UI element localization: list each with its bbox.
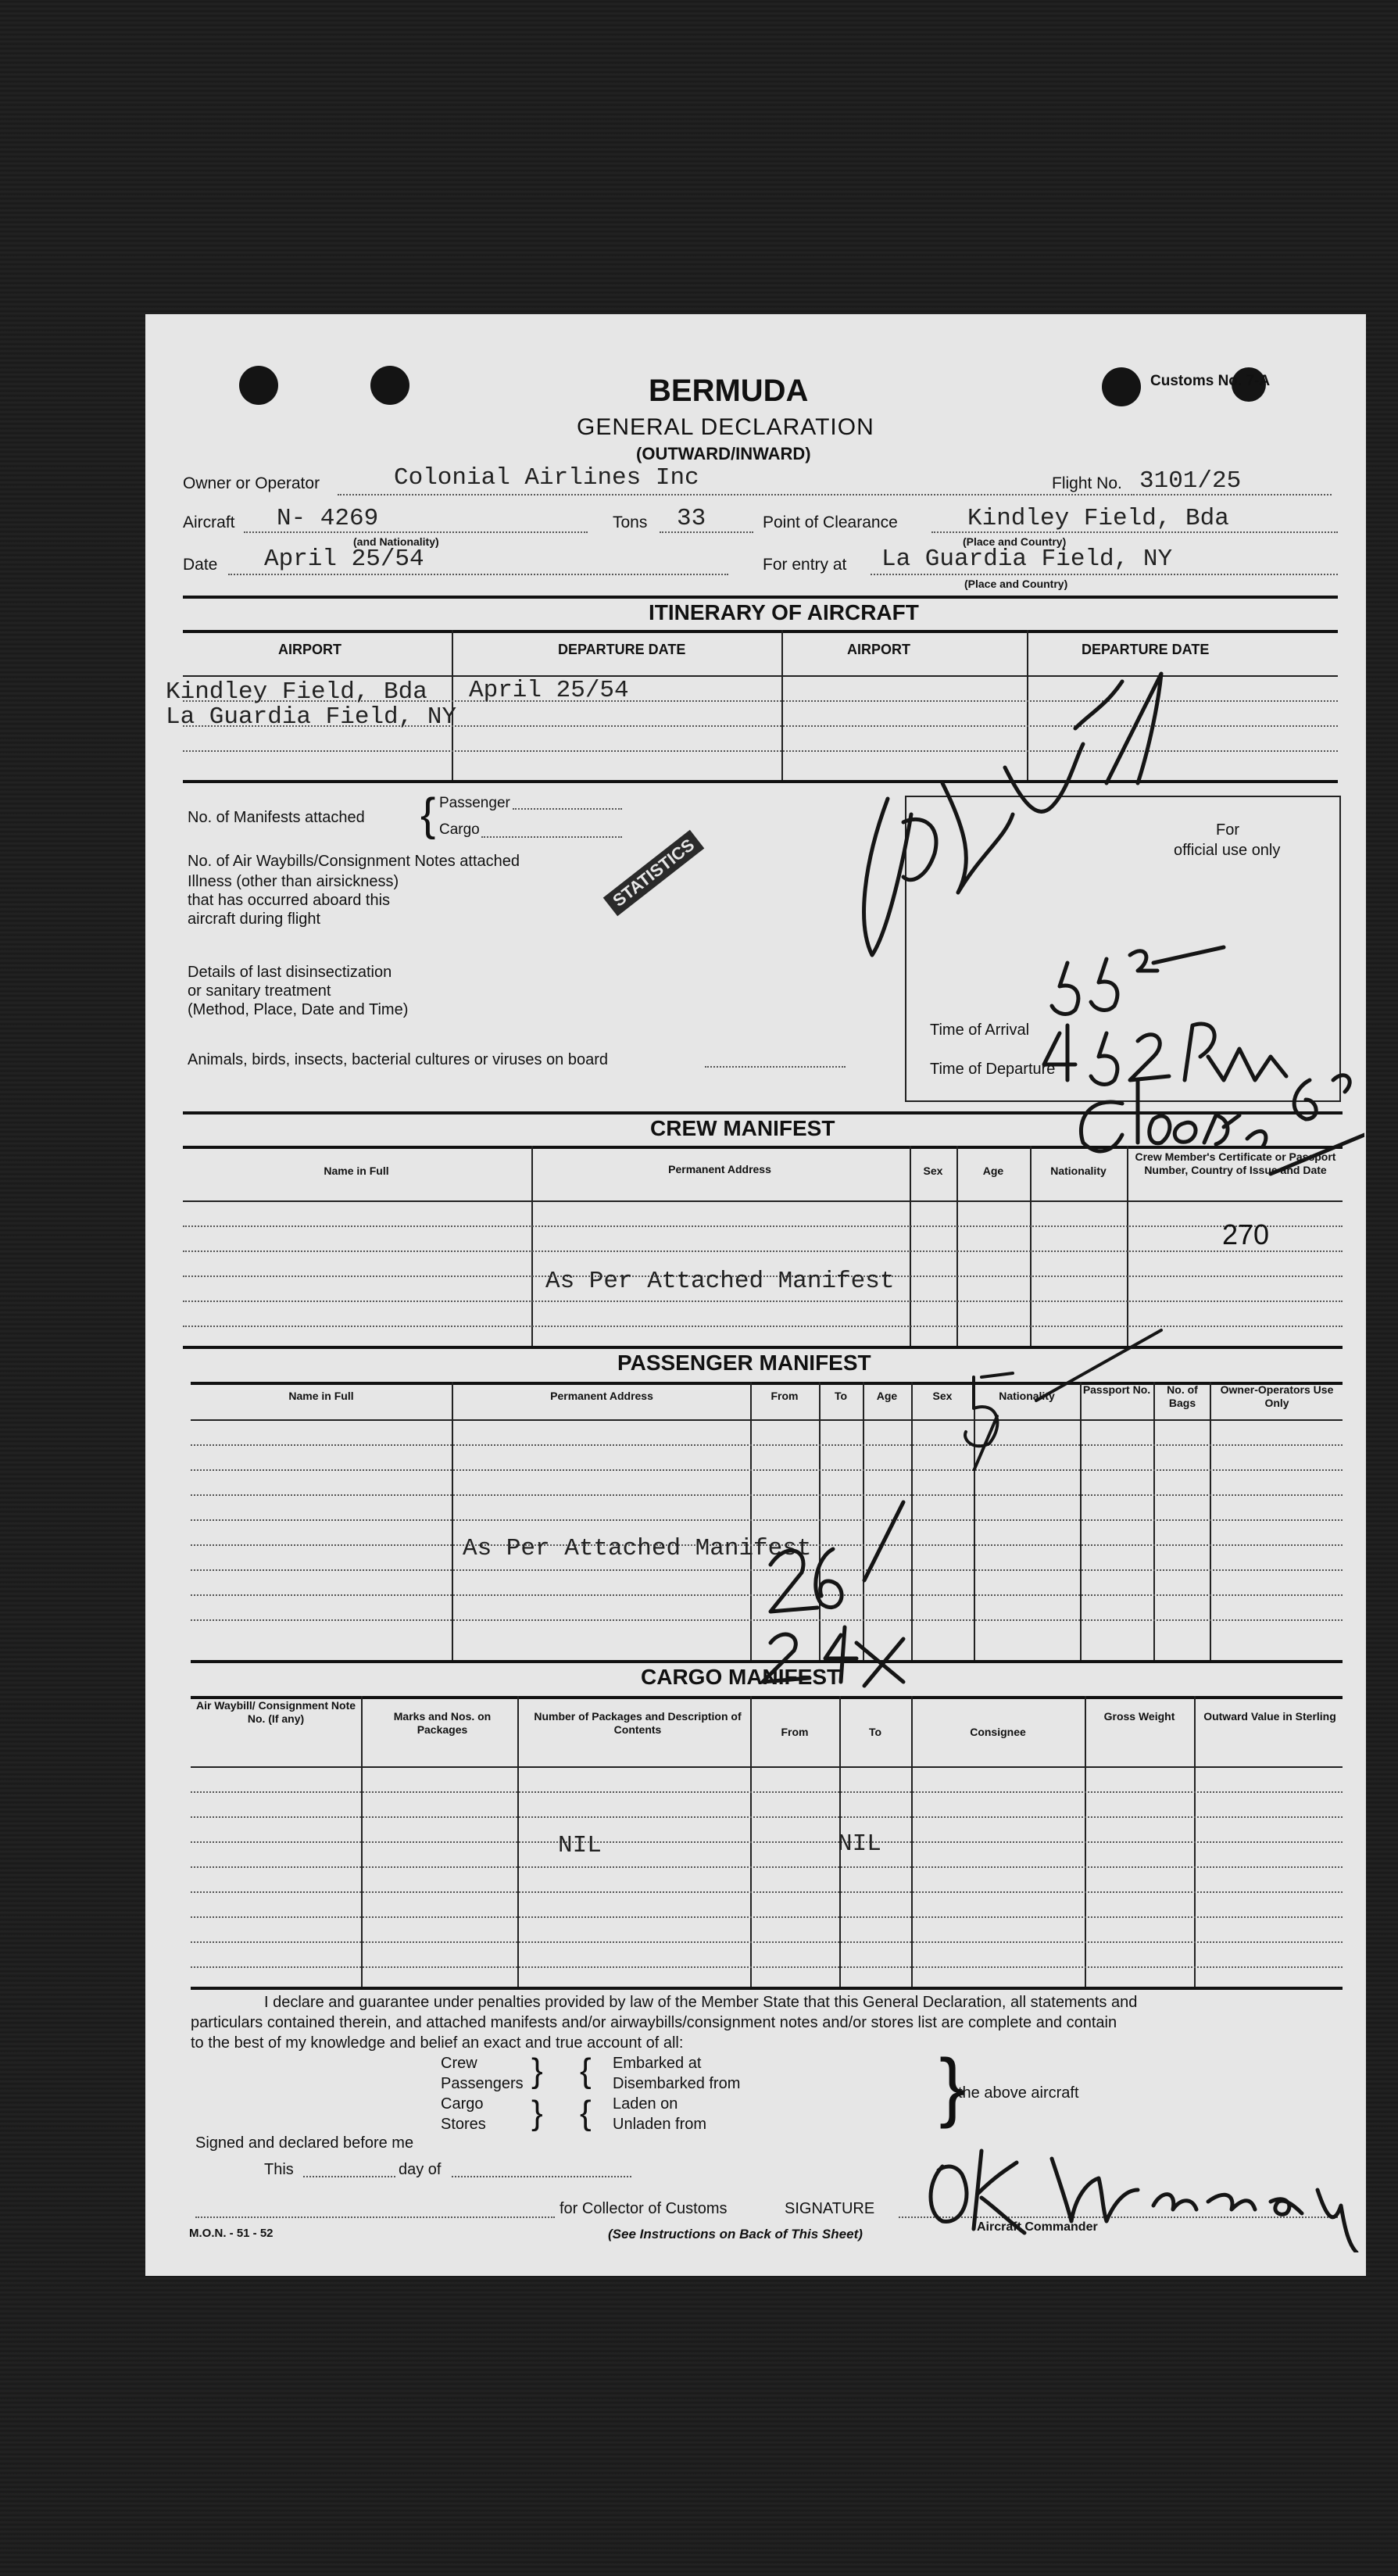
cargo-row-line: [191, 1891, 1343, 1893]
passenger-header-bags: No. of Bags: [1167, 1383, 1198, 1409]
owner-value: Colonial Airlines Inc: [394, 464, 699, 492]
passenger-header-nationality: Nationality: [999, 1390, 1055, 1402]
cargo-row-line: [191, 1791, 1343, 1793]
cargo-row-line: [191, 1966, 1343, 1968]
country-heading: BERMUDA: [649, 374, 809, 408]
animals-line: [705, 1066, 846, 1068]
punch-hole: [1102, 367, 1141, 406]
itinerary-airport: Kindley Field, Bda: [166, 678, 427, 706]
owner-label: Owner or Operator: [183, 474, 320, 492]
date-value: April 25/54: [264, 546, 424, 573]
cargo-header-to: To: [868, 1726, 882, 1738]
cargo-header-rule: [191, 1696, 1343, 1699]
passenger-header-sex: Sex: [932, 1390, 953, 1402]
disinsect-label-1: Details of last disinsectization: [188, 964, 392, 981]
cargo-count-label: Cargo: [439, 821, 480, 838]
crew-header-nationality: Nationality: [1050, 1165, 1107, 1177]
departure-label: Time of Departure: [930, 1061, 1056, 1078]
passenger-count-line: [513, 808, 622, 810]
bracket-result: the above aircraft: [958, 2084, 1079, 2102]
entry-note: (Place and Country): [964, 578, 1068, 590]
crew-row-line: [183, 1225, 1343, 1227]
crew-manifest-title: CREW MANIFEST: [650, 1116, 835, 1140]
bracket-disembarked: Disembarked from: [613, 2075, 741, 2092]
crew-row-line: [183, 1250, 1343, 1252]
punch-hole: [239, 366, 278, 405]
passenger-header-to: To: [834, 1390, 848, 1402]
handwritten-arrival-time: [1036, 939, 1364, 1205]
crew-header-address: Permanent Address: [668, 1163, 771, 1175]
disinsect-label-2: or sanitary treatment: [188, 982, 331, 1000]
crew-col-sep: [531, 1146, 533, 1346]
tons-value: 33: [677, 505, 706, 532]
cargo-header-value: Outward Value in Sterling: [1203, 1710, 1336, 1723]
passenger-manifest-title: PASSENGER MANIFEST: [617, 1351, 871, 1375]
day-label: day of: [399, 2161, 442, 2178]
cargo-nil-to: NIL: [838, 1830, 881, 1858]
bracket-stores: Stores: [441, 2116, 486, 2133]
itinerary-header-date: DEPARTURE DATE: [1082, 642, 1210, 657]
cargo-row-line: [191, 1941, 1343, 1943]
handwritten-captain-signature: [919, 2135, 1366, 2252]
instructions-note: (See Instructions on Back of This Sheet): [608, 2227, 863, 2241]
form-subtitle: (OUTWARD/INWARD): [636, 444, 811, 463]
entry-line: [871, 574, 1338, 575]
flight-value: 3101/25: [1139, 467, 1242, 495]
punch-hole: [370, 366, 409, 405]
crew-row-line: [183, 1301, 1343, 1302]
bracket-embarked: Embarked at: [613, 2055, 702, 2072]
declaration-line-3: to the best of my knowledge and belief an exact and true account of all:: [191, 2034, 684, 2052]
day-line: [452, 2176, 631, 2177]
aircraft-note: (and Nationality): [353, 535, 439, 548]
itinerary-header-airport: AIRPORT: [278, 642, 341, 657]
itinerary-title: ITINERARY OF AIRCRAFT: [649, 600, 919, 624]
manifests-label: No. of Manifests attached: [188, 809, 365, 826]
form-code: Customs No. 7-A: [1150, 373, 1271, 389]
itinerary-date: April 25/54: [469, 677, 629, 704]
cargo-header-waybill: Air Waybill/ Consignment Note No. (If any): [195, 1699, 356, 1725]
cargo-row-line: [191, 1841, 1343, 1843]
form-title: GENERAL DECLARATION: [577, 414, 874, 440]
tons-line: [660, 531, 753, 533]
illness-label-3: aircraft during flight: [188, 911, 321, 928]
arrival-label: Time of Arrival: [930, 1021, 1030, 1039]
itinerary-header-airport: AIRPORT: [847, 642, 910, 657]
official-use-title-1: For: [1216, 821, 1239, 839]
aircraft-value: N- 4269: [277, 505, 379, 532]
passenger-header-from: From: [771, 1390, 799, 1402]
itinerary-airport: La Guardia Field, NY: [166, 703, 457, 731]
cargo-count-line: [481, 836, 622, 838]
illness-label-2: that has occurred aboard this: [188, 892, 391, 909]
date-line: [228, 574, 728, 575]
passenger-header-owner-use: Owner-Operators Use Only: [1220, 1383, 1334, 1409]
entry-label: For entry at: [763, 556, 847, 574]
bracket-glyph: {: [580, 2052, 592, 2090]
cargo-bottom-rule: [191, 1987, 1343, 1990]
waybills-label: No. of Air Waybills/Consignment Notes attached: [188, 853, 520, 870]
handwritten-passenger-count: [747, 1487, 935, 1690]
disinsect-label-3: (Method, Place, Date and Time): [188, 1001, 409, 1018]
bracket-unladen: Unladen from: [613, 2116, 707, 2133]
passenger-col-sep: [1210, 1382, 1211, 1660]
bracket-cargo: Cargo: [441, 2095, 484, 2113]
crew-number: 270: [1222, 1218, 1270, 1250]
crew-manifest-note: As Per Attached Manifest: [545, 1268, 895, 1295]
clearance-value: Kindley Field, Bda: [967, 505, 1229, 532]
tons-label: Tons: [613, 513, 648, 531]
itinerary-top-rule: [183, 596, 1338, 599]
illness-label-1: Illness (other than airsickness): [188, 873, 399, 890]
passenger-count-label: Passenger: [439, 795, 510, 811]
bracket-laden: Laden on: [613, 2095, 678, 2113]
cargo-header-marks: Marks and Nos. on Packages: [393, 1710, 492, 1736]
cargo-row-line: [191, 1866, 1343, 1868]
cargo-nil-contents: NIL: [558, 1832, 602, 1859]
statistics-stamp: STATISTICS: [603, 830, 705, 916]
bracket-crew: Crew: [441, 2055, 477, 2072]
collector-label: for Collector of Customs: [560, 2200, 728, 2217]
animals-label: Animals, birds, insects, bacterial cultures or viruses on board: [188, 1051, 609, 1068]
passenger-manifest-note: As Per Attached Manifest: [463, 1535, 812, 1562]
passenger-header-passport: Passport No.: [1082, 1383, 1151, 1396]
date-label: Date: [183, 556, 218, 574]
cargo-header-from: From: [781, 1726, 809, 1738]
flight-label: Flight No.: [1052, 474, 1122, 492]
entry-value: La Guardia Field, NY: [881, 546, 1173, 573]
passenger-header-name: Name in Full: [288, 1390, 354, 1402]
signed-label: Signed and declared before me: [195, 2134, 414, 2152]
crew-header-certificate: Crew Member's Certificate or Passport Number, Country of Issue and Date: [1135, 1150, 1336, 1176]
this-label: This: [264, 2161, 294, 2178]
cargo-manifest-title: CARGO MANIFEST: [641, 1665, 841, 1689]
bracket-glyph: }: [531, 2052, 543, 2090]
cargo-header-weight: Gross Weight: [1103, 1710, 1175, 1723]
itinerary-header-date: DEPARTURE DATE: [558, 642, 686, 657]
general-declaration-form: [145, 314, 1366, 2276]
cargo-row-line: [191, 1816, 1343, 1818]
declaration-line-1: I declare and guarantee under penalties provided by law of the Member State that this General Declaration, all statements and: [264, 1994, 1138, 2011]
crew-header-sex: Sex: [923, 1165, 943, 1177]
cargo-header-packages: Number of Packages and Description of Contents: [534, 1710, 742, 1736]
bracket-glyph: {: [580, 2094, 592, 2132]
form-number: M.O.N. - 51 - 52: [189, 2227, 274, 2240]
bracket-passengers: Passengers: [441, 2075, 524, 2092]
declaration-line-2: particulars contained therein, and attached manifests and/or airwaybills/consignment notes and/or stores list are complete and contain: [191, 2014, 1117, 2031]
passenger-header-address: Permanent Address: [550, 1390, 653, 1402]
cargo-row-rule: [191, 1766, 1343, 1768]
bracket-glyph: }: [939, 2043, 965, 2129]
aircraft-label: Aircraft: [183, 513, 235, 531]
passenger-header-age: Age: [876, 1390, 898, 1402]
handwritten-crew-count: [927, 1315, 1177, 1471]
collector-line: [195, 2216, 555, 2218]
crew-header-name: Name in Full: [324, 1165, 389, 1177]
signature-label: SIGNATURE: [785, 2200, 875, 2217]
bracket-glyph: }: [531, 2094, 543, 2132]
passenger-col-sep: [452, 1382, 453, 1660]
cargo-header-consignee: Consignee: [970, 1726, 1026, 1738]
owner-line: [338, 494, 1135, 496]
this-line: [303, 2176, 395, 2177]
clearance-note: (Place and Country): [963, 535, 1067, 548]
bracket-glyph: {: [420, 789, 436, 840]
cargo-row-line: [191, 1916, 1343, 1918]
official-use-title-2: official use only: [1174, 842, 1281, 859]
crew-header-age: Age: [982, 1165, 1004, 1177]
clearance-label: Point of Clearance: [763, 513, 898, 531]
commander-label: Aircraft Commander: [977, 2220, 1098, 2234]
